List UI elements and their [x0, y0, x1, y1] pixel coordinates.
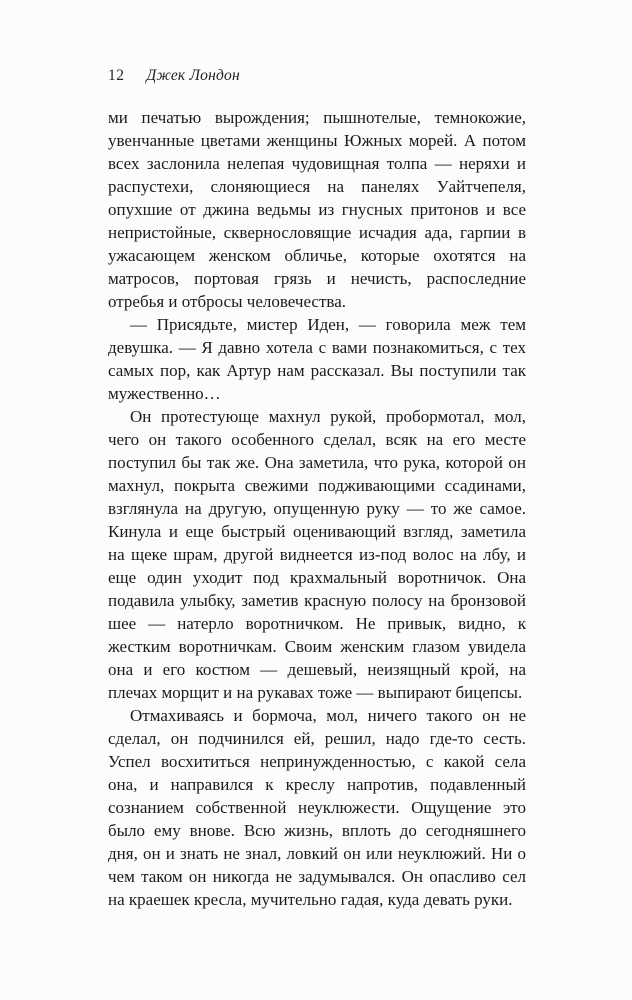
author-name: Джек Лондон	[146, 67, 240, 84]
running-header	[108, 66, 528, 86]
body-text	[108, 106, 526, 911]
paragraph: Отмахиваясь и бормоча, мол, ничего такого он не сделал, он подчинился ей, решил, надо где-то сесть. Успел восхититься непринужденностью, с какой села она, и направился к креслу напротив, подавленный сознанием собственной неуклюжести. Ощущение это было ему внове. Всю жизнь, вплоть до сегодняшнего дня, он и знать не знал, ловкий он или неуклюжий. Ни о чем таком он никогда не задумывался. Он опасливо сел на краешек кресла, мучительно гадая, куда девать руки.	[108, 706, 526, 909]
paragraph-dialogue: — Присядьте, мистер Иден, — говорила меж тем девушка. — Я давно хотела с вами познакомиться, с тех самых пор, как Артур нам рассказал. Вы поступили так мужественно…	[108, 315, 526, 403]
page-number: 12	[108, 67, 125, 84]
paragraph: Он протестующе махнул рукой, пробормотал, мол, чего он такого особенного сделал, всяк на его месте поступил бы так же. Она заметила, что рука, которой он махнул, покрыта свежими подживающими ссадинами, взглянула на другую, опущенную руку — то же самое. Кинула и еще быстрый оценивающий взгляд, заметила на щеке шрам, другой виднеется из-под волос на лбу, и еще один уходит под крахмальный воротничок. Она подавила улыбку, заметив красную полосу на бронзовой шее — натерло воротничком. Не привык, видно, к жестким воротничкам. Своим женским глазом увидела она и его костюм — дешевый, неизящный крой, на плечах морщит и на рукавах тоже — выпирают бицепсы.	[108, 407, 526, 702]
paragraph-continuation: ми печатью вырождения; пышнотелые, темнокожие, увенчанные цветами женщины Южных морей. А потом всех заслонила нелепая чудовищная толпа — неряхи и распустехи, слоняющиеся на панелях Уайтчепеля, опухшие от джина ведьмы из гнусных притонов и все непристойные, сквернословящие исчадия ада, гарпии в ужасающем женском обличье, которые охотятся на матросов, портовая грязь и нечисть, распоследние отребья и отбросы человечества.	[108, 108, 526, 311]
